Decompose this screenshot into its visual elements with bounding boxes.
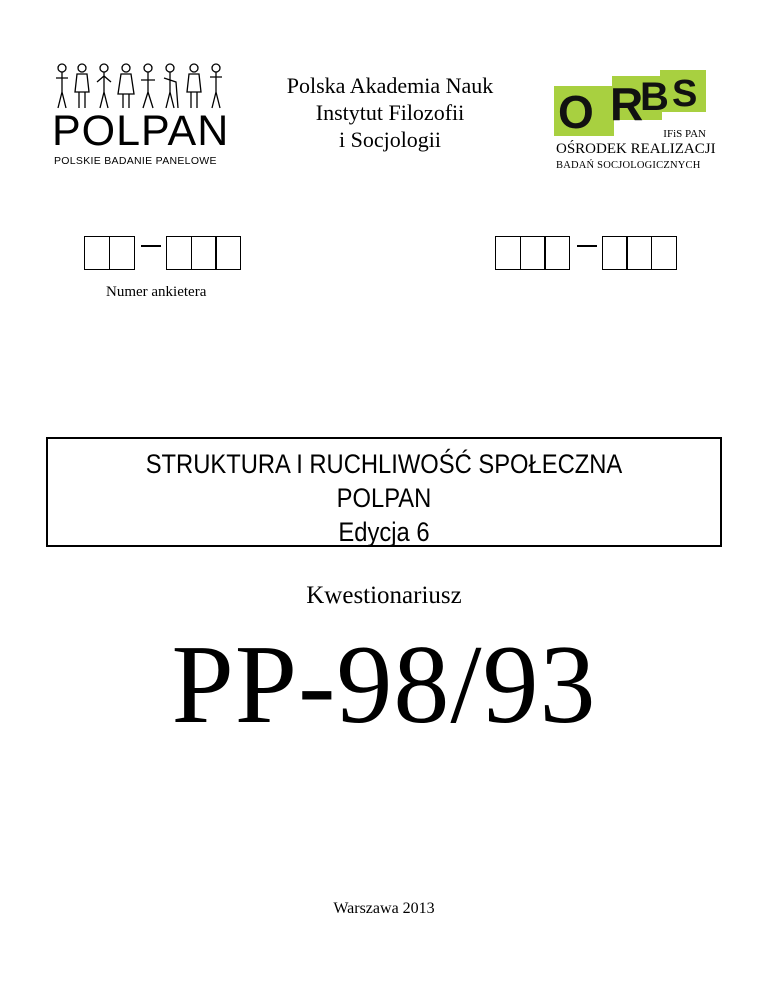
institution-line-2: Instytut Filozofii xyxy=(315,100,465,125)
survey-edition: Edycja 6 xyxy=(338,517,430,547)
survey-title-box xyxy=(46,437,722,547)
questionnaire-code: PP-98/93 xyxy=(171,623,597,747)
code-dash xyxy=(141,245,161,247)
code-cell[interactable] xyxy=(166,236,192,270)
institution-name xyxy=(250,72,530,153)
questionnaire-label: Kwestionariusz xyxy=(306,582,462,609)
code-cell[interactable] xyxy=(84,236,110,270)
polpan-logo xyxy=(50,62,230,172)
interviewer-number-label: Numer ankietera xyxy=(106,284,207,300)
code-cell[interactable] xyxy=(602,236,628,270)
survey-title: STRUKTURA I RUCHLIWOŚĆ SPOŁECZNA xyxy=(145,449,623,479)
orbs-ifis: IFiS PAN xyxy=(663,128,706,140)
code-cell[interactable] xyxy=(191,236,217,270)
survey-name: POLPAN xyxy=(336,483,432,513)
code-cell[interactable] xyxy=(651,236,677,270)
interviewer-number-boxes xyxy=(84,236,240,270)
institution-line-3: i Socjologii xyxy=(338,127,442,152)
orbs-line-1: OŚRODEK REALIZACJI xyxy=(556,141,716,157)
institution-line-1: Polska Akademia Nauk xyxy=(286,73,494,98)
code-cell[interactable] xyxy=(215,236,241,270)
orbs-line-2: BADAŃ SOCJOLOGICZNYCH xyxy=(556,160,701,171)
code-dash xyxy=(577,245,597,247)
code-cell[interactable] xyxy=(495,236,521,270)
polpan-wordmark: POLPAN xyxy=(52,107,230,155)
polpan-subtitle: POLSKIE BADANIE PANELOWE xyxy=(54,155,217,167)
svg-text:R: R xyxy=(610,78,644,130)
place-year: Warszawa 2013 xyxy=(333,900,435,917)
code-cell[interactable] xyxy=(626,236,652,270)
orbs-logo xyxy=(554,70,714,175)
code-cell[interactable] xyxy=(109,236,135,270)
respondent-number-boxes xyxy=(495,236,675,270)
code-cell[interactable] xyxy=(520,236,546,270)
code-cell[interactable] xyxy=(544,236,570,270)
svg-text:O: O xyxy=(558,86,594,138)
svg-text:B: B xyxy=(640,75,669,119)
people-figures-icon xyxy=(50,62,230,112)
svg-text:S: S xyxy=(672,73,698,115)
